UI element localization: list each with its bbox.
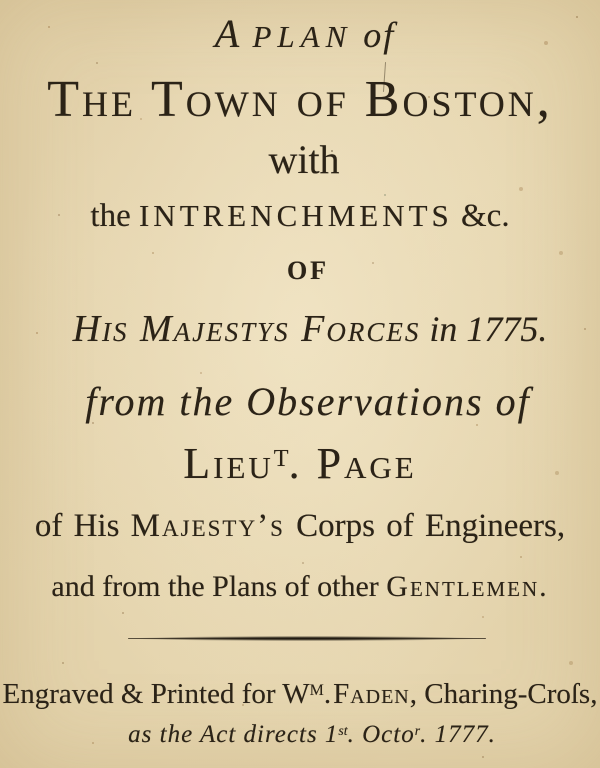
forces-main: His Majestys Forces [72,308,421,350]
of-word: of [352,15,396,55]
lieut-word: Lieu [183,439,274,488]
first-superscript: st [338,723,348,739]
wm-dot: . [323,678,332,710]
faden-name: Faden [333,678,410,710]
intrenchments-etc: &c. [452,198,510,234]
title-line-intrenchments [0,200,600,233]
plan-word: PLAN [252,19,353,54]
title-line-majestys-forces [10,310,600,348]
october-superscript: r [414,723,421,739]
title-line-with: with [268,137,340,182]
act-mid: . Octo [347,721,415,748]
majestys-word: Majesty’s [130,508,285,544]
title-line-a-plan-of [5,11,600,56]
paper-speckles [0,0,2,2]
imprint-line-act-date [12,722,600,747]
title-line-lieut-page [0,439,600,488]
title-line-of: OF [286,256,330,285]
lieut-superscript: T [273,444,289,472]
title-line-town-of-boston: The Town of Boston, [47,71,553,128]
title-line-corps-of-engineers [0,510,600,543]
act-lead: as the Act directs 1 [128,721,339,748]
publisher-address: , Charing-Croſs, [409,678,598,710]
act-year: . 1777. [420,721,496,748]
intrenchments-lead: the [90,198,139,234]
swelled-rule-divider [128,636,486,641]
wm-superscript: M [309,682,324,700]
intrenchments-word: INTRENCHMENTS [138,198,453,233]
swash-letter-a: A [214,11,253,56]
title-line-observations: from the Observations of [85,379,531,424]
page-name: . Page [288,439,417,488]
forces-year: in 1775. [420,309,548,349]
corps-tail: Corps of Engineers, [284,508,566,544]
title-line-gentlemen [0,572,600,602]
publisher-lead: Engraved & Printed for W [2,678,310,710]
gentlemen-word: Gentlemen. [386,570,549,603]
imprint-line-publisher [0,680,600,709]
corps-lead: of His [34,508,131,544]
gentlemen-lead: and from the Plans of other [51,570,387,603]
